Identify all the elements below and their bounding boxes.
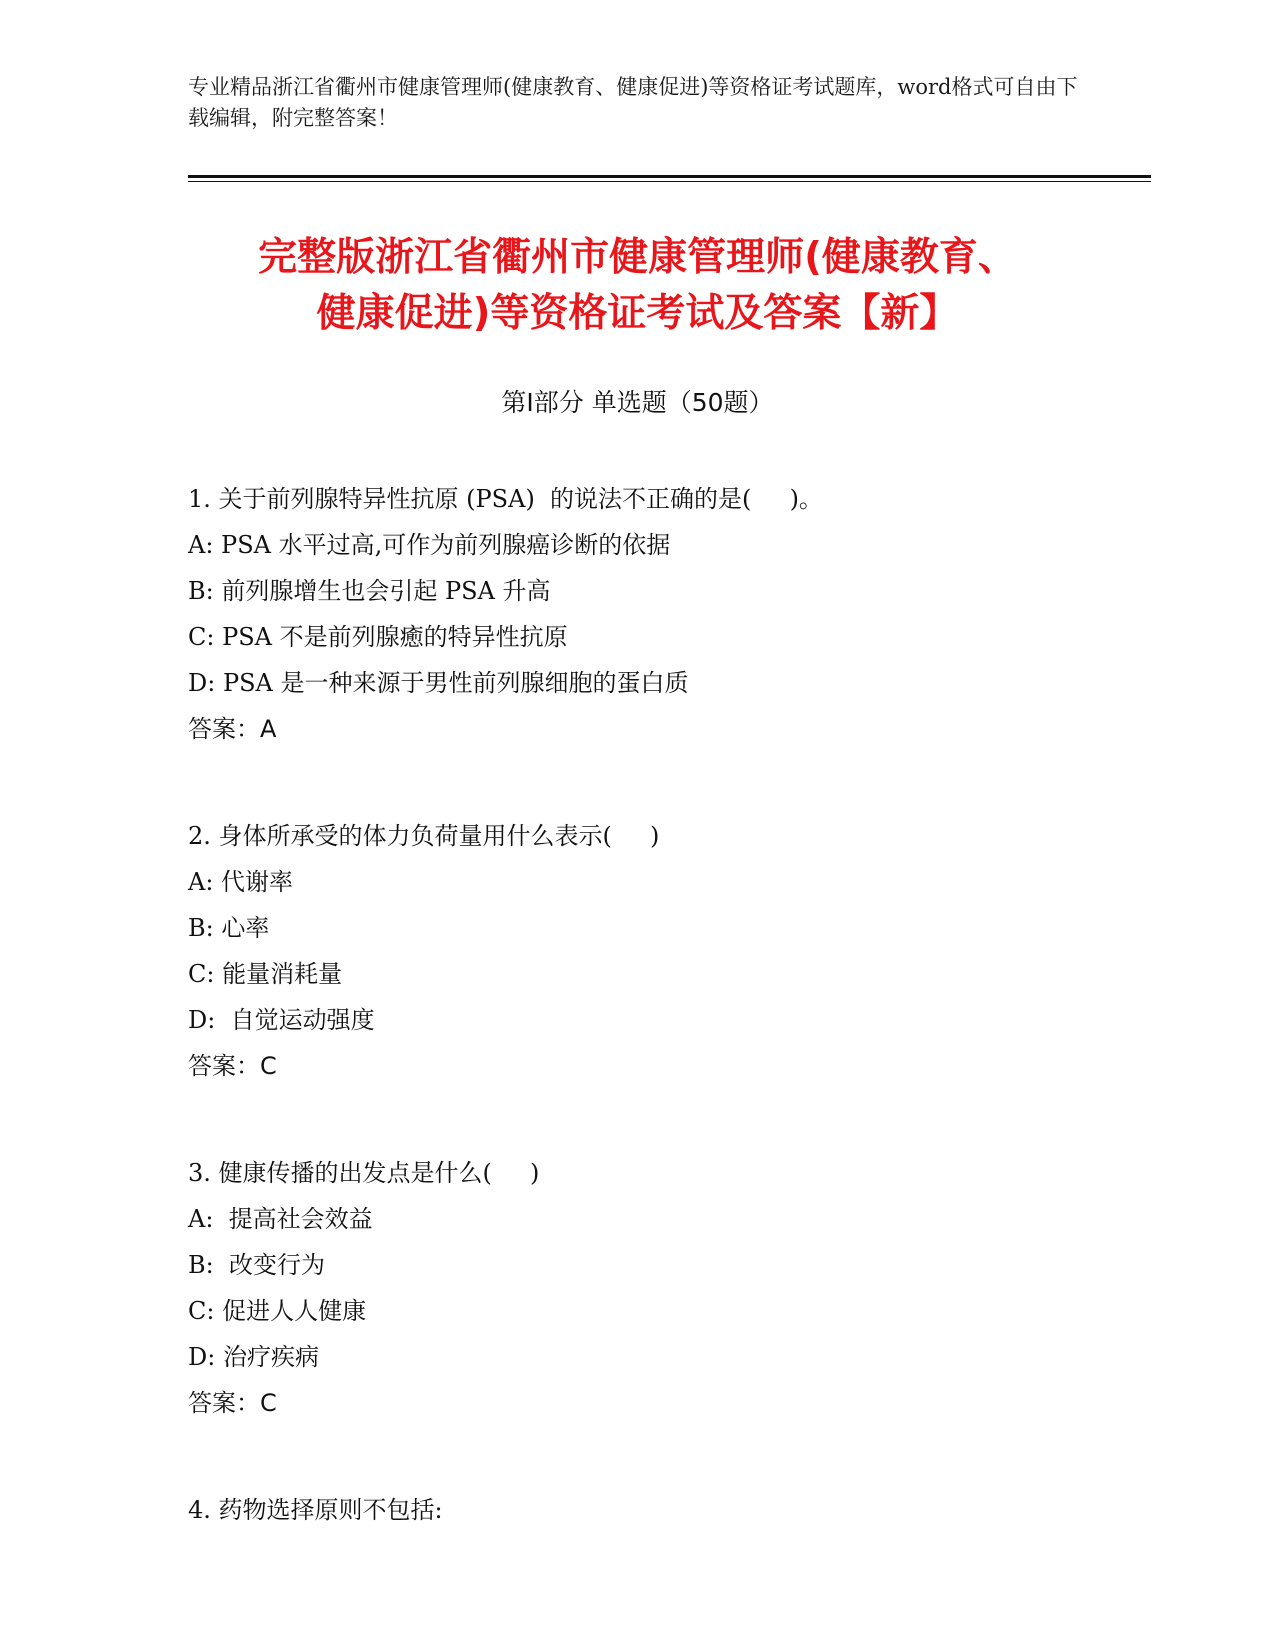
option-d: D: PSA 是一种来源于男性前列腺细胞的蛋白质 [188,669,689,697]
question-3 [188,1150,1128,1426]
question-2 [188,813,1128,1089]
option-c: C: 能量消耗量 [188,960,343,988]
option-c: C: 促进人人健康 [188,1297,367,1325]
question-4 [188,1487,1128,1533]
option-b: B: 前列腺增生也会引起 PSA 升高 [188,577,551,605]
header-note: 专业精品浙江省衢州市健康管理师(健康教育、健康促进)等资格证考试题库，word格式可自由下载编辑，附完整答案！ [188,75,1078,130]
answer-line: 答案：C [188,1389,277,1417]
question-stem: 4. 药物选择原则不包括: [188,1496,443,1524]
answer-line: 答案：A [188,715,277,743]
option-b: B: 改变行为 [188,1251,325,1279]
question-1 [188,476,1128,752]
option-a: A: PSA 水平过高,可作为前列腺癌诊断的依据 [188,531,671,559]
question-stem: 3. 健康传播的出发点是什么( ) [188,1159,540,1187]
option-a: A: 代谢率 [188,868,294,896]
document-title [160,230,1115,342]
option-d: D: 自觉运动强度 [188,1006,375,1034]
header-rule-thin [188,181,1151,182]
option-a: A: 提高社会效益 [188,1205,373,1233]
document-title-line-2: 健康促进)等资格证考试及答案【新】 [316,291,959,336]
question-stem: 1. 关于前列腺特异性抗原 (PSA) 的说法不正确的是( )。 [188,485,823,513]
section-title: 第Ⅰ部分 单选题（50题） [501,388,774,417]
option-b: B: 心率 [188,914,270,942]
document-title-line-1: 完整版浙江省衢州市健康管理师(健康教育、 [258,235,1017,280]
option-d: D: 治疗疾病 [188,1343,319,1371]
option-c: C: PSA 不是前列腺癒的特异性抗原 [188,623,568,651]
answer-line: 答案：C [188,1052,277,1080]
question-list [188,476,1128,1594]
question-stem: 2. 身体所承受的体力负荷量用什么表示( ) [188,822,660,850]
header-rule-thick [188,175,1151,178]
